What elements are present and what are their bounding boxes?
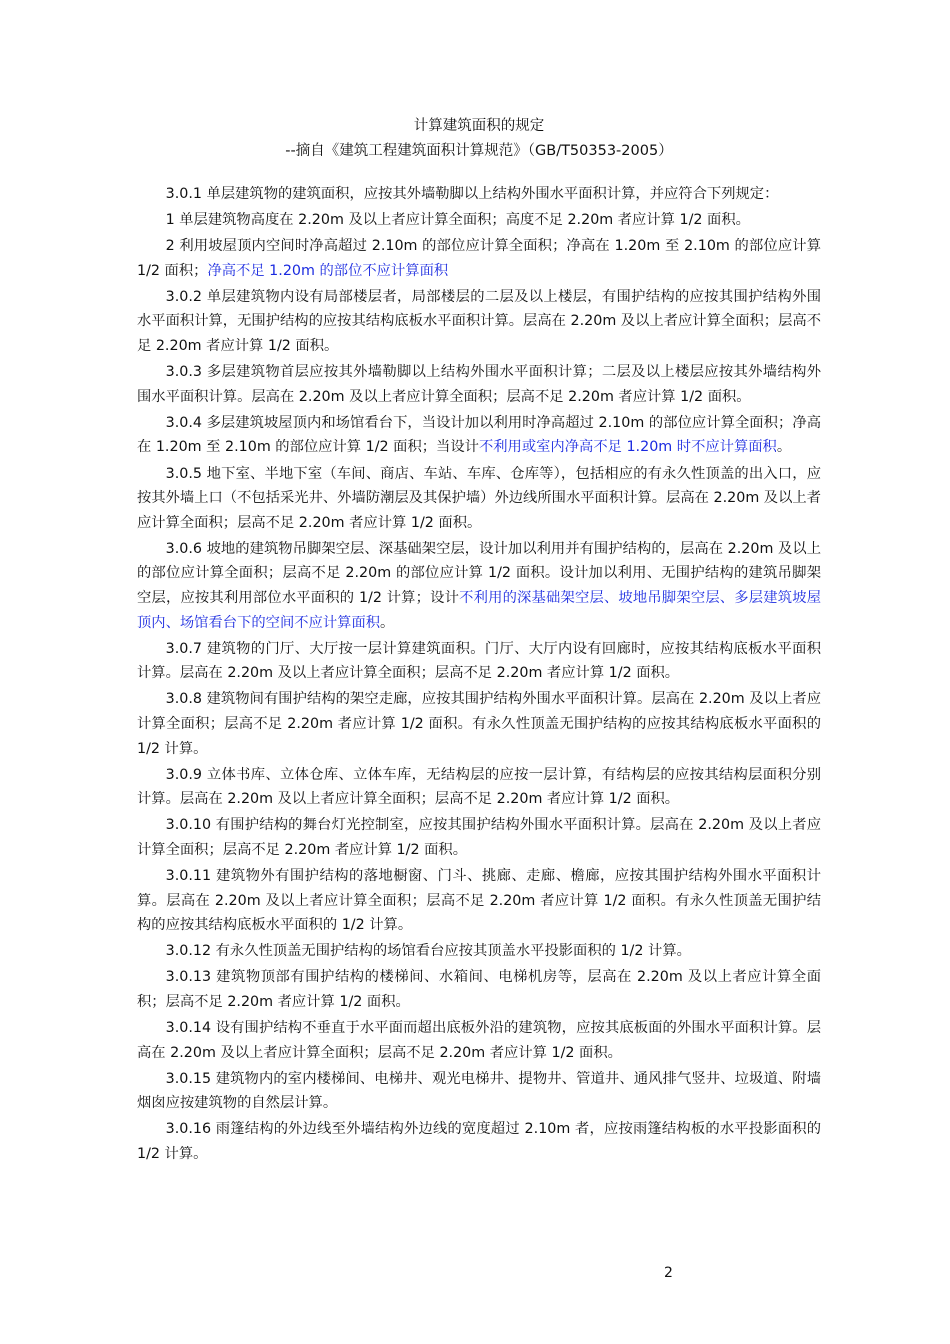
paragraph-text: 3.0.11 建筑物外有围护结构的落地橱窗、门斗、挑廊、走廊、檐廊，应按其围护结构外围水平面积计算。层高在 2.20m 及以上者应计算全面积；层高不足 2.20m 者应计算 1/2 面积。有永久性顶盖无围护结构的应按其结构底板水平面积的 1/2 计算。 bbox=[137, 868, 821, 934]
paragraph bbox=[137, 1016, 821, 1065]
paragraph bbox=[137, 208, 821, 233]
paragraph bbox=[137, 360, 821, 409]
paragraph bbox=[137, 537, 821, 635]
highlighted-text: 不利用或室内净高不足 1.20m 时不应计算面积 bbox=[478, 439, 777, 456]
paragraph bbox=[137, 1067, 821, 1116]
paragraph-text: 3.0.9 立体书库、立体仓库、立体车库，无结构层的应按一层计算，有结构层的应按其结构层面积分别计算。层高在 2.20m 及以上者应计算全面积；层高不足 2.20m 者应计算 1/2 面积。 bbox=[137, 766, 821, 808]
paragraph bbox=[137, 939, 821, 964]
paragraph bbox=[137, 687, 821, 761]
paragraph-text: 3.0.6 坡地的建筑物吊脚架空层、深基础架空层，设计加以利用并有围护结构的，层高在 2.20m 及以上的部位应计算全面积；层高不足 2.20m 的部位应计算 1/2 面积。设计加以利用、无围护结构的建筑吊脚架空层，应按其利用部位水平面积的 1/2 计算；设计 bbox=[137, 540, 821, 606]
paragraph-tail: 。 bbox=[776, 439, 792, 456]
paragraph bbox=[137, 234, 821, 283]
paragraph-text: 3.0.15 建筑物内的室内楼梯间、电梯井、观光电梯井、提物井、管道井、通风排气竖井、垃圾道、附墙烟囱应按建筑物的自然层计算。 bbox=[137, 1070, 821, 1112]
paragraph-text: 3.0.16 雨篷结构的外边线至外墙结构外边线的宽度超过 2.10m 者，应按雨篷结构板的水平投影面积的 1/2 计算。 bbox=[137, 1121, 821, 1163]
paragraph bbox=[137, 182, 821, 207]
paragraph-tail: 。 bbox=[380, 614, 395, 631]
paragraph-text: 3.0.13 建筑物顶部有围护结构的楼梯间、水箱间、电梯机房等，层高在 2.20m 及以上者应计算全面积；层高不足 2.20m 者应计算 1/2 面积。 bbox=[137, 969, 821, 1010]
paragraph-list bbox=[137, 182, 821, 1167]
paragraph-text: 3.0.4 多层建筑坡屋顶内和场馆看台下，当设计加以利用时净高超过 2.10m 的部位应计算全面积；净高在 1.20m 至 2.10m 的部位应计算 1/2 面积；当设计 bbox=[137, 414, 821, 456]
paragraph-text: 3.0.14 设有围护结构不垂直于水平面而超出底板外沿的建筑物，应按其底板面的外围水平面积计算。层高在 2.20m 及以上者应计算全面积；层高不足 2.20m 者应计算 1/2 面积。 bbox=[137, 1020, 821, 1061]
paragraph-text: 2 利用坡屋顶内空间时净高超过 2.10m 的部位应计算全面积；净高在 1.20m 至 2.10m 的部位应计算 1/2 面积； bbox=[137, 238, 821, 279]
paragraph bbox=[137, 864, 821, 938]
paragraph-text: 3.0.10 有围护结构的舞台灯光控制室，应按其围护结构外围水平面积计算。层高在 2.20m 及以上者应计算全面积；层高不足 2.20m 者应计算 1/2 面积。 bbox=[137, 817, 821, 858]
paragraph-text: 3.0.1 单层建筑物的建筑面积，应按其外墙勒脚以上结构外围水平面积计算，并应符合下列规定： bbox=[165, 186, 779, 202]
paragraph bbox=[137, 285, 821, 359]
page-number: 2 bbox=[664, 1265, 673, 1281]
paragraph-text: 3.0.12 有永久性顶盖无围护结构的场馆看台应按其顶盖水平投影面积的 1/2 计算。 bbox=[165, 943, 691, 960]
paragraph-text: 3.0.5 地下室、半地下室（车间、商店、车站、车库、仓库等），包括相应的有永久性顶盖的出入口，应按其外墙上口（不包括采光井、外墙防潮层及其保护墙）外边线所围水平面积计算。层高在 2.20m 及以上者应计算全面积；层高不足 2.20m 者应计算 1/2 面积。 bbox=[137, 465, 821, 531]
paragraph-text: 1 单层建筑物高度在 2.20m 及以上者应计算全面积；高度不足 2.20m 者应计算 1/2 面积。 bbox=[165, 212, 750, 229]
highlighted-text: 净高不足 1.20m 的部位不应计算面积 bbox=[207, 262, 449, 279]
paragraph bbox=[137, 813, 821, 862]
paragraph bbox=[137, 965, 821, 1014]
paragraph-text: 3.0.3 多层建筑物首层应按其外墙勒脚以上结构外围水平面积计算；二层及以上楼层应按其外墙结构外围水平面积计算。层高在 2.20m 及以上者应计算全面积；层高不足 2.20m 者应计算 1/2 面积。 bbox=[137, 364, 821, 405]
paragraph bbox=[137, 411, 821, 460]
document-body bbox=[137, 114, 821, 1168]
paragraph-text: 3.0.7 建筑物的门厅、大厅按一层计算建筑面积。门厅、大厅内设有回廊时，应按其结构底板水平面积计算。层高在 2.20m 及以上者应计算全面积；层高不足 2.20m 者应计算 1/2 面积。 bbox=[137, 640, 821, 682]
paragraph bbox=[137, 462, 821, 536]
paragraph bbox=[137, 1117, 821, 1166]
paragraph bbox=[137, 763, 821, 812]
highlighted-text: 不利用的深基础架空层、坡地吊脚架空层、多层建筑坡屋顶内、场馆看台下的空间不应计算面积 bbox=[137, 590, 821, 631]
paragraph-text: 3.0.8 建筑物间有围护结构的架空走廊，应按其围护结构外围水平面积计算。层高在 2.20m 及以上者应计算全面积；层高不足 2.20m 者应计算 1/2 面积。有永久性顶盖无围护结构的应按其结构底板水平面积的 1/2 计算。 bbox=[137, 691, 821, 757]
document-subtitle: --摘自《建筑工程建筑面积计算规范》（GB/T50353-2005） bbox=[285, 143, 673, 159]
paragraph-text: 3.0.2 单层建筑物内设有局部楼层者，局部楼层的二层及以上楼层，有围护结构的应按其围护结构外围水平面积计算，无围护结构的应按其结构底板水平面积计算。层高在 2.20m 及以上者应计算全面积；层高不足 2.20m 者应计算 1/2 面积。 bbox=[137, 288, 821, 355]
paragraph bbox=[137, 637, 821, 686]
document-title: 计算建筑面积的规定 bbox=[413, 118, 545, 134]
